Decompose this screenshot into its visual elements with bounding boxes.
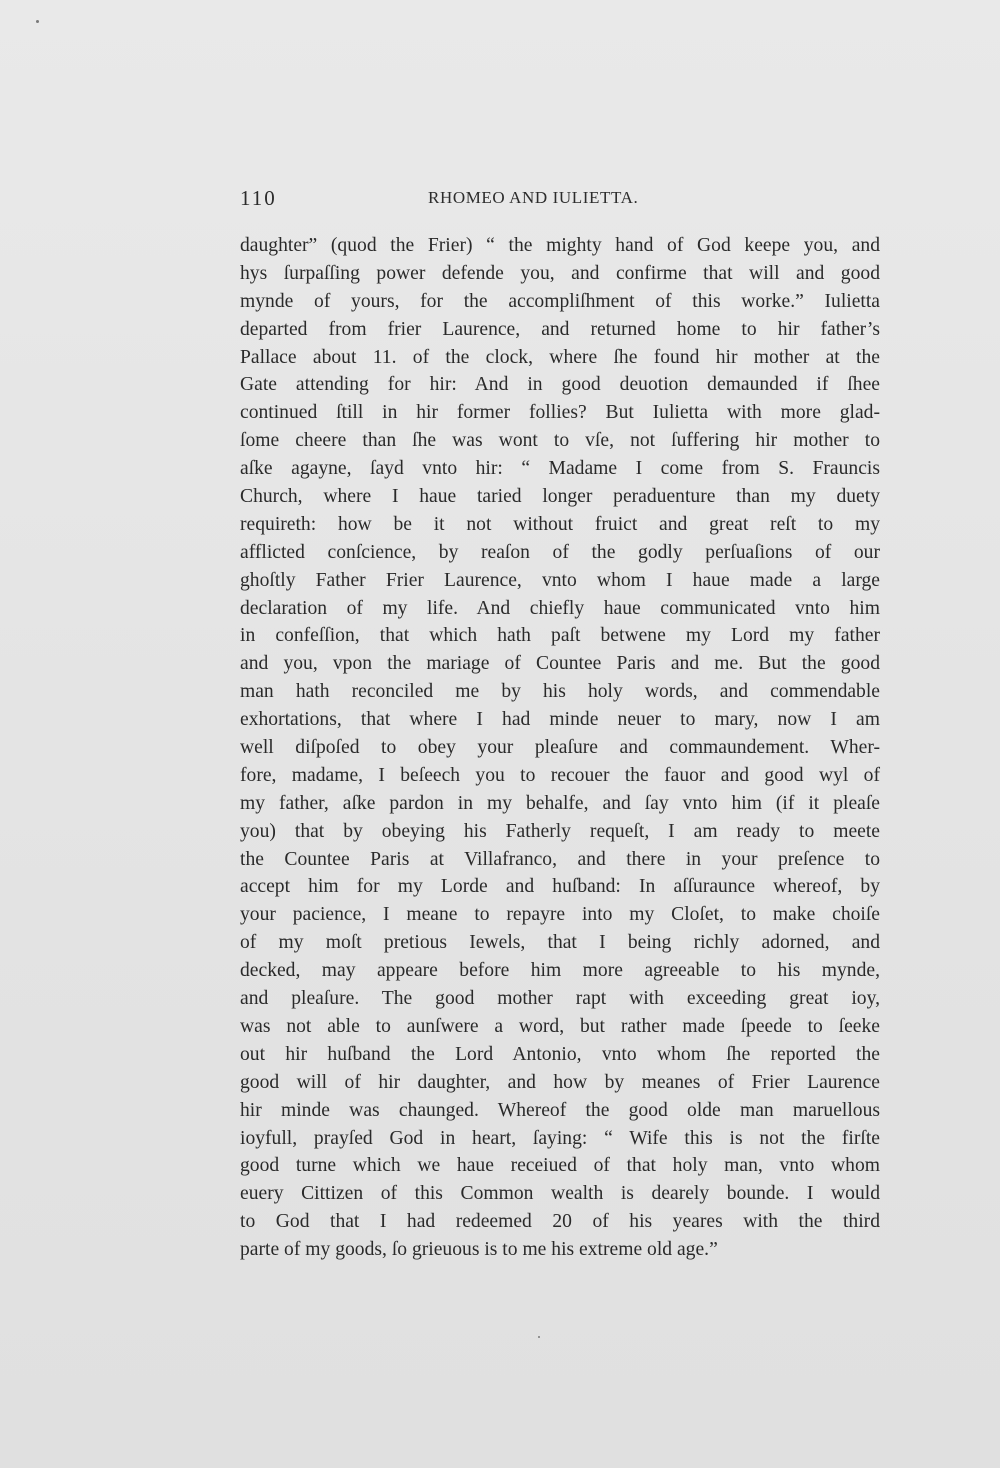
text-line: Pallace about 11. of the clock, where ſhe found hir mother at the	[240, 346, 880, 368]
text-line: mynde of yours, for the accompliſhment of this worke.” Iulietta	[240, 290, 880, 312]
text-line: and you, vpon the mariage of Countee Paris and me. But the good	[240, 653, 880, 675]
text-line: was not able to aunſwere a word, but rather made ſpeede to ſeeke	[240, 1015, 880, 1037]
page-number: 110	[240, 186, 277, 210]
text-line: hir minde was chaunged. Whereof the good olde man maruellous	[240, 1099, 880, 1121]
text-line: good will of hir daughter, and how by meanes of Frier Laurence	[240, 1071, 880, 1093]
text-line: your pacience, I meane to repayre into my Cloſet, to make choiſe	[240, 904, 880, 926]
text-line: you) that by obeying his Fatherly requeſt, I am ready to meete	[240, 820, 880, 842]
text-line: out hir huſband the Lord Antonio, vnto whom ſhe reported the	[240, 1043, 880, 1065]
text-line: continued ſtill in hir former follies? But Iulietta with more glad-	[240, 402, 880, 424]
text-line: hys ſurpaſſing power defende you, and confirme that will and good	[240, 262, 880, 284]
text-line: the Countee Paris at Villafranco, and there in your preſence to	[240, 848, 880, 870]
text-line: accept him for my Lorde and huſband: In aſſuraunce whereof, by	[240, 876, 880, 898]
text-line: Gate attending for hir: And in good deuotion demaunded if ſhee	[240, 374, 880, 396]
text-line: and pleaſure. The good mother rapt with exceeding great ioy,	[240, 988, 880, 1010]
text-line: departed from frier Laurence, and returned home to hir father’s	[240, 318, 880, 340]
body-text	[240, 232, 880, 1264]
page-speck	[538, 1336, 540, 1338]
text-line: to God that I had redeemed 20 of his yeares with the third	[240, 1211, 880, 1233]
text-line: well diſpoſed to obey your pleaſure and commaundement. Wher-	[240, 737, 880, 759]
text-line: ſome cheere than ſhe was wont to vſe, not ſuffering hir mother to	[240, 430, 880, 452]
text-line: man hath reconciled me by his holy words, and commendable	[240, 681, 880, 703]
running-head: RHOMEO AND IULIETTA.	[428, 188, 639, 207]
text-line: declaration of my life. And chiefly haue communicated vnto him	[240, 597, 880, 619]
text-line: ghoſtly Father Frier Laurence, vnto whom I haue made a large	[240, 569, 880, 591]
page-speck	[36, 20, 39, 23]
text-line: good turne which we haue receiued of that holy man, vnto whom	[240, 1155, 880, 1177]
text-line: my father, aſke pardon in my behalfe, and ſay vnto him (if it pleaſe	[240, 792, 880, 814]
text-line: Church, where I haue taried longer peraduenture than my duety	[240, 486, 880, 508]
text-line: in confeſſion, that which hath paſt betwene my Lord my father	[240, 625, 880, 647]
text-line: parte of my goods, ſo grieuous is to me his extreme old age.”	[240, 1239, 718, 1261]
text-line: ioyfull, prayſed God in heart, ſaying: “ Wife this is not the firſte	[240, 1127, 880, 1149]
text-line: fore, madame, I beſeech you to recouer the fauor and good wyl of	[240, 764, 880, 786]
text-line: exhortations, that where I had minde neuer to mary, now I am	[240, 709, 880, 731]
text-line: requireth: how be it not without fruict and great reſt to my	[240, 513, 880, 535]
page-header	[240, 186, 880, 214]
text-line: aſke agayne, ſayd vnto hir: “ Madame I come from S. Frauncis	[240, 458, 880, 480]
text-line: of my moſt pretious Iewels, that I being richly adorned, and	[240, 932, 880, 954]
text-line: daughter” (quod the Frier) “ the mighty hand of God keepe you, and	[240, 235, 880, 256]
text-line: euery Cittizen of this Common wealth is dearely bounde. I would	[240, 1183, 880, 1205]
text-line: afflicted conſcience, by reaſon of the godly perſuaſions of our	[240, 541, 880, 563]
text-line: decked, may appeare before him more agreeable to his mynde,	[240, 960, 880, 982]
